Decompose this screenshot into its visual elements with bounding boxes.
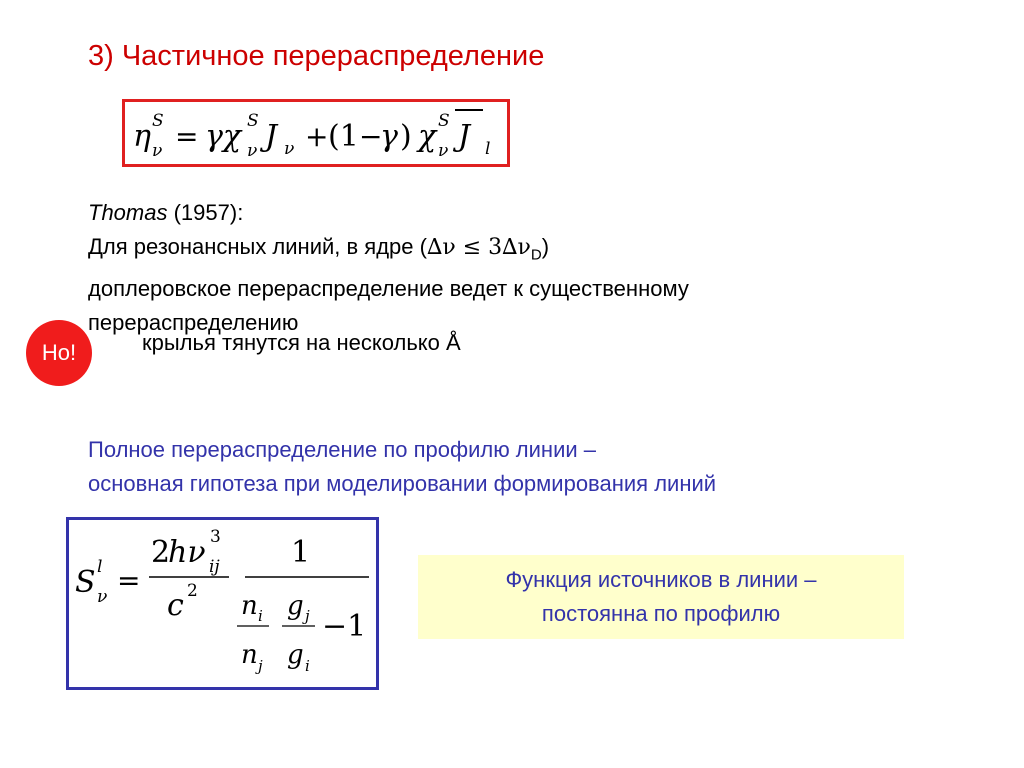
svg-text:γ: γ xyxy=(380,119,398,154)
resonance-close: ) xyxy=(541,234,550,259)
emissivity-equation xyxy=(125,102,507,164)
svg-text:2: 2 xyxy=(151,535,171,570)
svg-text:l: l xyxy=(485,139,491,159)
svg-text:2: 2 xyxy=(187,581,198,601)
hypothesis-line-1: Полное перераспределение по профилю линии – xyxy=(88,437,597,462)
citation-year: (1957): xyxy=(167,200,244,225)
condition-symbol: ∆ν ≤ 3∆ν xyxy=(426,235,531,260)
svg-text:ν: ν xyxy=(247,141,258,161)
svg-text:J: J xyxy=(265,119,278,154)
svg-text:l: l xyxy=(97,557,103,577)
svg-text:(1: (1 xyxy=(328,119,359,154)
condition-subscript: D xyxy=(530,246,542,264)
svg-text:hν: hν xyxy=(168,535,206,570)
source-function-note xyxy=(418,555,904,639)
redistribution-line: перераспределению xyxy=(88,310,299,336)
hypothesis-text xyxy=(88,433,716,501)
svg-text:−: − xyxy=(359,120,383,153)
svg-text:1: 1 xyxy=(291,535,311,570)
resonance-line xyxy=(88,230,689,272)
svg-text:ν: ν xyxy=(152,141,163,161)
partial-redistribution-formula xyxy=(122,99,510,167)
svg-text:c: c xyxy=(167,588,184,623)
svg-text:=: = xyxy=(175,120,199,153)
note-line-1: Функция источников в линии – xyxy=(505,567,817,592)
svg-text:+: + xyxy=(305,120,329,153)
svg-text:n: n xyxy=(241,640,258,670)
svg-text:γχ: γχ xyxy=(205,119,242,154)
svg-text:i: i xyxy=(258,607,263,625)
resonance-text: Для резонансных линий, в ядре ( xyxy=(88,234,427,259)
svg-text:ν: ν xyxy=(284,139,295,159)
svg-text:S: S xyxy=(75,565,96,600)
citation-line xyxy=(88,196,689,230)
svg-text:g: g xyxy=(287,640,304,670)
svg-text:): ) xyxy=(400,119,412,154)
source-function-formula xyxy=(66,517,379,690)
svg-text:η: η xyxy=(133,119,151,154)
svg-text:S: S xyxy=(247,111,259,131)
svg-text:g: g xyxy=(287,591,304,621)
svg-text:j: j xyxy=(258,657,263,675)
doppler-line: доплеровское перераспределение ведет к существенному xyxy=(88,276,689,302)
svg-text:i: i xyxy=(305,657,310,675)
svg-text:S: S xyxy=(438,111,450,131)
wings-text: крылья тянутся на несколько Å xyxy=(142,330,461,355)
slide-title: 3) Частичное перераспределение xyxy=(88,40,545,72)
svg-text:−1: −1 xyxy=(322,609,367,644)
source-function-equation xyxy=(69,520,376,687)
svg-text:J: J xyxy=(458,119,471,154)
note-line-2: постоянна по профилю xyxy=(541,601,781,626)
svg-text:ν: ν xyxy=(97,587,108,607)
citation-author: Thomas xyxy=(88,200,168,225)
svg-text:=: = xyxy=(117,564,141,597)
svg-text:j: j xyxy=(305,607,310,625)
svg-text:S: S xyxy=(152,111,164,131)
svg-text:n: n xyxy=(241,591,258,621)
svg-text:ν: ν xyxy=(438,141,449,161)
svg-text:3: 3 xyxy=(210,527,221,547)
svg-text:χ: χ xyxy=(418,119,437,154)
svg-text:ij: ij xyxy=(209,557,220,577)
but-badge: Но! xyxy=(26,320,92,386)
hypothesis-line-2: основная гипотеза при моделировании формирования линий xyxy=(88,471,717,496)
thomas-text-block xyxy=(88,196,689,340)
